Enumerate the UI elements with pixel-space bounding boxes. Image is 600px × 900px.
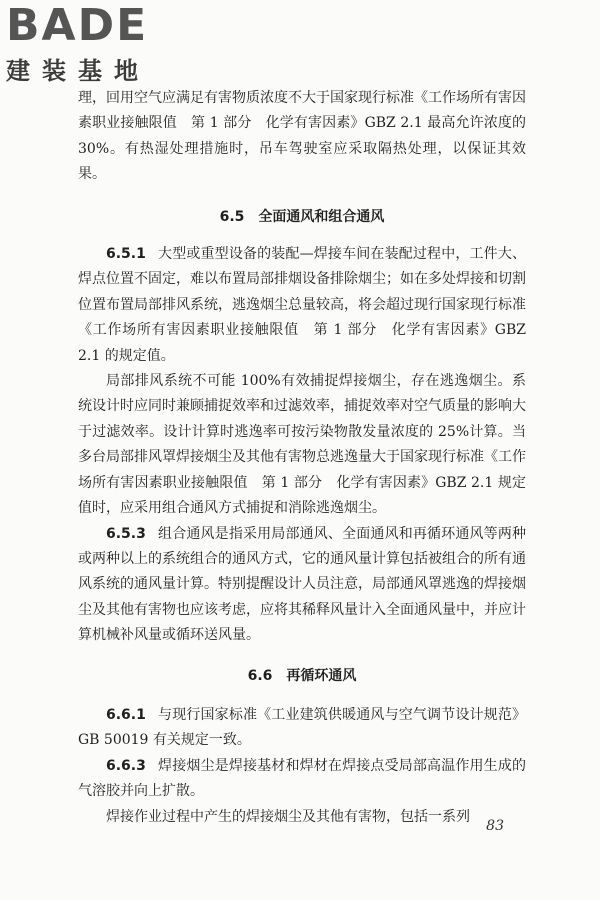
clause-number: 6.5.3 bbox=[106, 525, 146, 542]
clause-text: 与现行国家标准《工业建筑供暖通风与空气调节设计规范》GB 50019 有关规定一致。 bbox=[78, 706, 526, 749]
paragraph-continued: 理，回用空气应满足有害物质浓度不大于国家现行标准《工作场所有害因素职业接触限值 第 1 部分 化学有害因素》GBZ 2.1 最高允许浓度的 30%。有热湿处理措施时，吊车驾驶室应采取隔热处理，以保证其效果。 bbox=[78, 90, 526, 183]
clause-number: 6.6.1 bbox=[106, 706, 146, 723]
clause-6-5-3 bbox=[78, 522, 526, 649]
paragraph: 焊接作业过程中产生的焊接烟尘及其他有害物，包括一系列 bbox=[106, 808, 470, 825]
clause-6-5-1 bbox=[78, 242, 526, 369]
clause-text: 组合通风是指采用局部通风、全面通风和再循环通风等两种或两种以上的系统组合的通风方式，它的通风量计算包括被组合的所有通风系统的通风量计算。特别提醒设计人员注意，局部通风罩逃逸的焊接烟尘及其他有害物也应该考虑，应将其稀释风量计入全面通风量中，并应计算机械补风量或循环送风量。 bbox=[78, 525, 526, 644]
section-heading-6-5 bbox=[78, 205, 526, 230]
logo-wordmark: BADE bbox=[6, 0, 149, 51]
clause-text: 焊接烟尘是焊接基材和焊材在焊接点受局部高温作用生成的气溶胶并向上扩散。 bbox=[78, 757, 526, 800]
page-number: 83 bbox=[486, 818, 504, 834]
paragraph: 局部排风系统不可能 100%有效捕捉焊接烟尘，存在逃逸烟尘。系统设计时应同时兼顾捕捉效率和过滤效率，捕捉效率对空气质量的影响大于过滤效率。设计计算时逃逸率可按污染物散发量浓度的 25%计算。当多台局部排风罩焊接烟尘及其他有害物总逃逸量大于国家现行标准《工作场所有害因素职业接触限值 第 1 部分 化学有害因素》GBZ 2.1 规定值时，应采用组合通风方式捕捉和消除逃逸烟尘。 bbox=[78, 373, 526, 517]
section-heading-6-6 bbox=[78, 664, 526, 689]
clause-6-6-3 bbox=[78, 754, 526, 805]
clause-6-6-1 bbox=[78, 703, 526, 754]
section-number: 6.6 bbox=[247, 667, 273, 684]
section-number: 6.5 bbox=[219, 208, 245, 225]
section-title: 再循环通风 bbox=[286, 667, 357, 684]
logo-subtitle: 建装基地 bbox=[6, 57, 150, 85]
clause-number: 6.5.1 bbox=[106, 246, 146, 263]
section-title: 全面通风和组合通风 bbox=[258, 208, 385, 225]
clause-number: 6.6.3 bbox=[106, 757, 146, 774]
document-body bbox=[78, 86, 526, 830]
logo bbox=[6, 2, 181, 92]
clause-text: 大型或重型设备的装配—焊接车间在装配过程中，工件大、焊点位置不固定，难以布置局部排烟设备排除烟尘；如在多处焊接和切割位置布置局部排风系统，逃逸烟尘总量较高，将会超过现行国家现行标准《工作场所有害因素职业接触限值 第 1 部分 化学有害因素》GBZ 2.1 的规定值。 bbox=[78, 246, 526, 364]
